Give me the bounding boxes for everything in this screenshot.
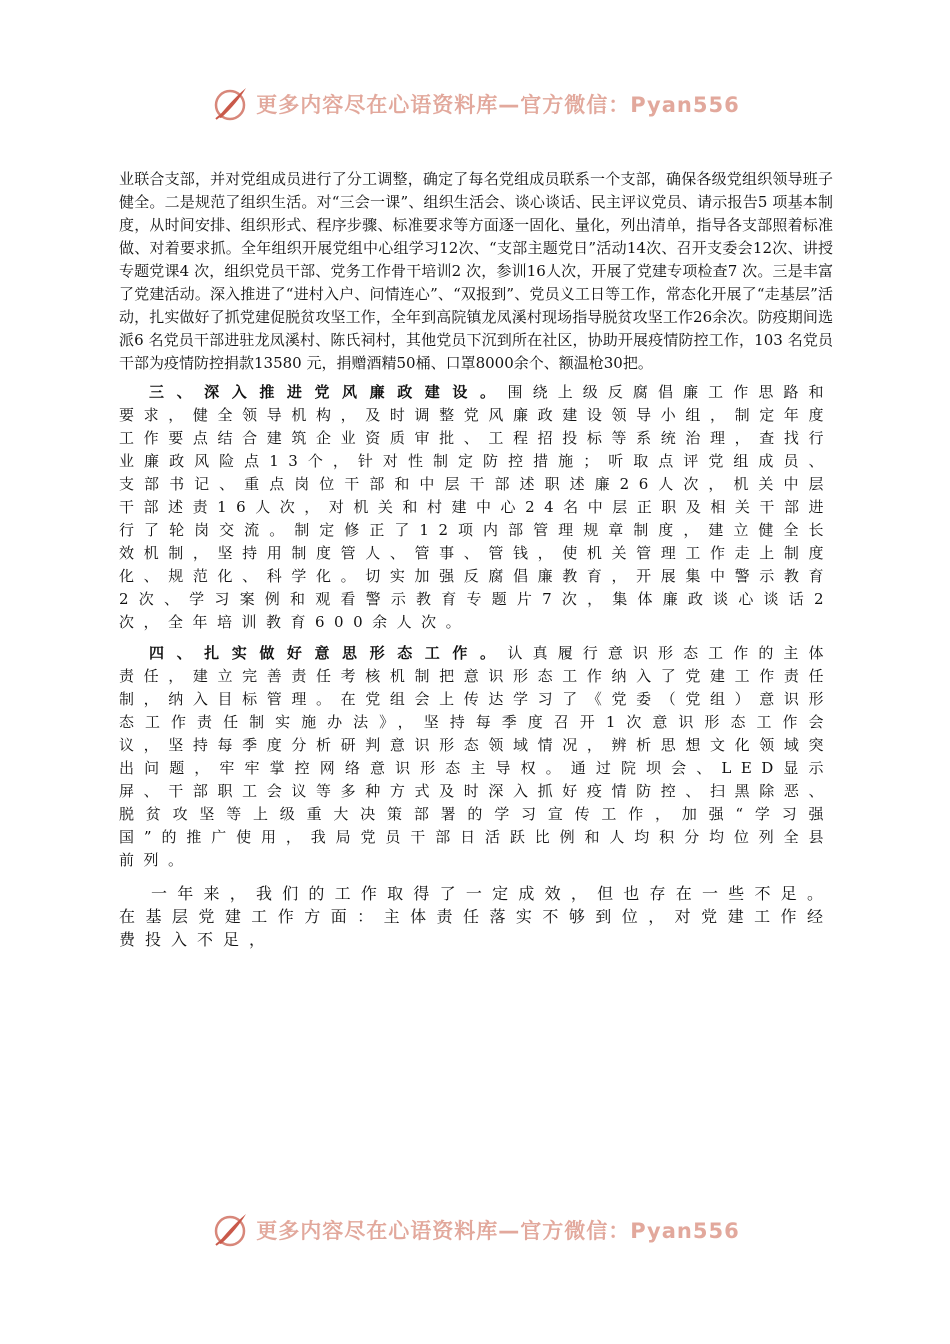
footer-watermark-banner bbox=[0, 1208, 950, 1252]
section-4-heading: 四、扎实做好意思形态工作。 bbox=[149, 644, 508, 662]
closing-paragraph: 一年来，我们的工作取得了一定成效，但也存在一些不足。在基层党建工作方面：主体责任落实不够到位，对党建工作经费投入不足， bbox=[119, 884, 833, 949]
document-body bbox=[119, 168, 833, 951]
header-watermark-banner bbox=[0, 82, 950, 126]
paragraph-party-organization: 业联合支部，并对党组成员进行了分工调整，确定了每名党组成员联系一个支部，确保各级党组织领导班子健全。二是规范了组织生活。对“三会一课”、组织生活会、谈心谈话、民主评议党员、请示报告5 项基本制度，从时间安排、组织形式、程序步骤、标准要求等方面逐一固化、量化，列出清单，指导各支部照着标准做、对着要求抓。全年组织开展党组中心组学习12次、“支部主题党日”活动14次、召开支委会12次、讲授专题党课4 次，组织党员干部、党务工作骨干培训2 次，参训16人次，开展了党建专项检查7 次。三是丰富了党建活动。深入推进了“进村入户、问情连心”、“双报到”、党员义工日等工作，常态化开展了“走基层”活动，扎实做好了抓党建促脱贫攻坚工作，全年到高院镇龙凤溪村现场指导脱贫攻坚工作26余次。防疫期间选派6 名党员干部进驻龙凤溪村、陈氏祠村，其他党员下沉到所在社区，协助开展疫情防控工作，103 名党员干部为疫情防控捐款13580 元，捐赠酒精50桶、口罩8000余个、额温枪30把。 bbox=[119, 170, 833, 372]
section-3-paragraph bbox=[119, 381, 833, 634]
watermark-text: 更多内容尽在心语资料库—官方微信：Pyan556 bbox=[256, 93, 740, 117]
section-4-body: 认真履行意识形态工作的主体责任，建立完善责任考核机制把意识形态工作纳入了党建工作责任制，纳入目标管理。在党组会上传达学习了《党委（党组）意识形态工作责任制实施办法》，坚持每季度召开1次意识形态工作会议，坚持每季度分析研判意识形态领域情况，辨析思想文化领域突出问题，牢牢掌控网络意识形态主导权。通过院坝会、LED显示屏、干部职工会议等多种方式及时深入抓好疫情防控、扫黑除恶、脱贫攻坚等上级重大决策部署的学习宣传工作，加强“学习强国”的推广使用，我局党员干部日活跃比例和人均积分均位列全县前列。 bbox=[119, 644, 833, 869]
quill-pen-icon bbox=[210, 84, 250, 124]
section-3-body: 围绕上级反腐倡廉工作思路和要求，健全领导机构，及时调整党风廉政建设领导小组，制定年度工作要点结合建筑企业资质审批、工程招投标等系统治理，查找行业廉政风险点13个，针对性制定防控措施；听取点评党组成员、支部书记、重点岗位干部和中层干部述职述廉26人次，机关中层干部述责16人次，对机关和村建中心24名中层正职及相关干部进行了轮岗交流。制定修正了12项内部管理规章制度，建立健全长效机制，坚持用制度管人、管事、管钱，使机关管理工作走上制度化、规范化、科学化。切实加强反腐倡廉教育，开展集中警示教育2次、学习案例和观看警示教育专题片7次，集体廉政谈心谈话2次，全年培训教育600余人次。 bbox=[119, 383, 833, 631]
section-3-heading: 三、深入推进党风廉政建设。 bbox=[149, 383, 508, 401]
section-4-paragraph bbox=[119, 642, 833, 872]
quill-pen-icon bbox=[210, 1210, 250, 1250]
watermark-text: 更多内容尽在心语资料库—官方微信：Pyan556 bbox=[256, 1219, 740, 1243]
